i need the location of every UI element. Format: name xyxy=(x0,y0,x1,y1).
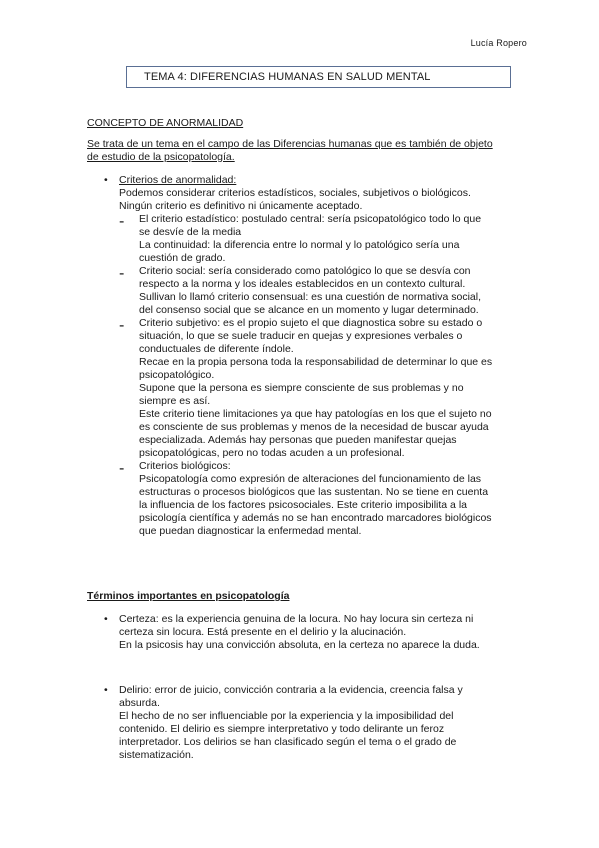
title-box xyxy=(126,66,511,88)
term-line: sistematización. xyxy=(119,749,194,761)
criterion-line: psicopatológicas, pero no todas acuden a un profesional. xyxy=(139,447,405,459)
criteria-block xyxy=(119,174,519,538)
term-line: En la psicosis hay una convicción absoluta, en la certeza no aparece la duda. xyxy=(119,639,480,651)
criterion-estadistico xyxy=(119,213,519,265)
dash-icon: - xyxy=(119,213,125,230)
term-certeza xyxy=(119,613,519,652)
criterion-line: Criterio subjetivo: es el propio sujeto el que diagnostica sobre su estado o xyxy=(139,317,483,329)
criterion-line: especializada. Además hay personas que pueden manifestar quejas xyxy=(139,434,457,446)
criterion-line: Recae en la propia persona toda la responsabilidad de determinar lo que es xyxy=(139,356,493,368)
term-line: certeza sin locura. Está presente en el delirio y la alucinación. xyxy=(119,626,407,638)
criterion-biologico xyxy=(119,460,519,538)
criterion-line: es consciente de sus problemas y menos de la necesidad de buscar ayuda xyxy=(139,421,489,433)
criteria-line: Ningún criterio es definitivo ni únicamente aceptado. xyxy=(119,200,363,212)
dash-icon: - xyxy=(119,265,125,282)
term-line: contenido. El delirio es siempre interpretativo y todo delirante un feroz xyxy=(119,723,445,735)
criterion-line: conductuales de diferente índole. xyxy=(139,343,294,355)
criterion-line: cuestión de grado. xyxy=(139,252,226,264)
bullet-icon: • xyxy=(104,684,108,696)
bullet-icon: • xyxy=(104,613,108,625)
criterion-line: siempre es así. xyxy=(139,395,211,407)
criterion-subjetivo xyxy=(119,317,519,460)
criterion-line: Criterios biológicos: xyxy=(139,460,231,472)
criterion-social xyxy=(119,265,519,317)
term-line: Delirio: error de juicio, convicción contraria a la evidencia, creencia falsa y xyxy=(119,684,463,696)
bullet-icon: • xyxy=(104,174,108,186)
criterion-line: situación, lo que se suele traducir en quejas y expresiones verbales o xyxy=(139,330,463,342)
term-line: interpretador. Los delirios se han clasificado según el tema o el grado de xyxy=(119,736,457,748)
criterion-line: Este criterio tiene limitaciones ya que hay patologías en los que el sujeto no xyxy=(139,408,492,420)
intro-paragraph xyxy=(87,138,527,164)
criterion-line: psicopatológico. xyxy=(139,369,215,381)
criterion-line: Criterio social: sería considerado como patológico lo que se desvía con xyxy=(139,265,471,277)
intro-line: de estudio de la psicopatología. xyxy=(87,151,235,163)
criteria-line: Podemos considerar criterios estadísticos, sociales, subjetivos o biológicos. xyxy=(119,187,471,199)
term-line: absurda. xyxy=(119,697,160,709)
document-title: TEMA 4: DIFERENCIAS HUMANAS EN SALUD MENTAL xyxy=(144,71,431,83)
criterion-line: del consenso social que se alcance en un momento y lugar determinado. xyxy=(139,304,479,316)
criterion-line: La continuidad: la diferencia entre lo normal y lo patológico sería una xyxy=(139,239,460,251)
criterion-line: Supone que la persona es siempre consciente de sus problemas y no xyxy=(139,382,464,394)
criterion-line: respecto a la norma y los ideales establecidos en un contexto cultural. xyxy=(139,278,466,290)
criterion-line: Psicopatología como expresión de alteraciones del funcionamiento de las xyxy=(139,473,482,485)
criterion-line: estructuras o procesos biológicos que las sustentan. No se tiene en cuenta xyxy=(139,486,489,498)
term-delirio xyxy=(119,684,519,762)
criterion-line: la influencia de los factores psicosociales. Este criterio imposibilita a la xyxy=(139,499,467,511)
term-line: Certeza: es la experiencia genuina de la locura. No hay locura sin certeza ni xyxy=(119,613,474,625)
author-name: Lucía Ropero xyxy=(470,38,527,48)
criterion-line: que puedan diagnosticar la enfermedad mental. xyxy=(139,525,362,537)
criterion-line: Sullivan lo llamó criterio consensual: es una cuestión de normativa social, xyxy=(139,291,482,303)
section-heading-anormalidad: CONCEPTO DE ANORMALIDAD xyxy=(87,117,244,129)
section-heading-terminos: Términos importantes en psicopatología xyxy=(87,590,290,602)
criterion-line: se desvíe de la media xyxy=(139,226,242,238)
criterion-line: El criterio estadístico: postulado central: sería psicopatológico todo lo que xyxy=(139,213,482,225)
dash-icon: - xyxy=(119,460,125,477)
term-line: El hecho de no ser influenciable por la experiencia y la imposibilidad del xyxy=(119,710,454,722)
criterion-line: psicología científica y además no se han encontrado marcadores biológicos xyxy=(139,512,492,524)
intro-line: Se trata de un tema en el campo de las Diferencias humanas que es también de objeto xyxy=(87,138,493,150)
criteria-title: Criterios de anormalidad: xyxy=(119,174,237,186)
dash-icon: - xyxy=(119,317,125,334)
